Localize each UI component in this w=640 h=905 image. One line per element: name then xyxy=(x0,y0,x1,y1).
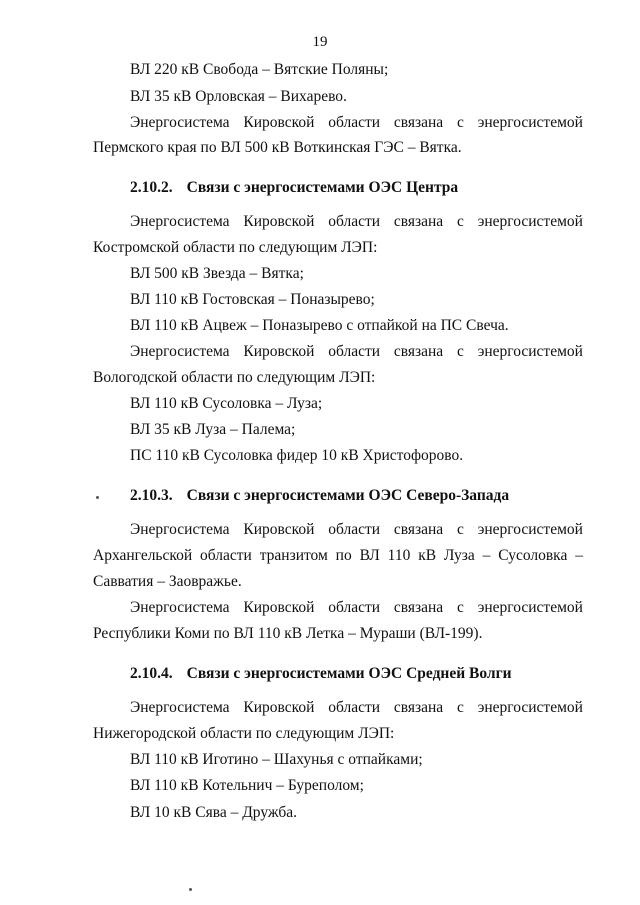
text-line: Пермского края по ВЛ 500 кВ Воткинская ГЭС – Вятка. xyxy=(93,139,462,156)
word: кВ xyxy=(418,547,437,564)
word: области xyxy=(328,699,381,716)
word: области xyxy=(328,521,381,538)
word: Кировской xyxy=(243,213,315,230)
word: связана xyxy=(393,343,444,360)
word: области xyxy=(200,547,252,564)
word: энергосистемой xyxy=(477,599,583,616)
word: Энергосистема xyxy=(130,521,230,538)
section-title: Связи с энергосистемами ОЭС Средней Волги xyxy=(186,665,512,682)
word: ВЛ xyxy=(359,547,380,564)
section-number: 2.10.4. xyxy=(130,665,173,682)
word: 110 xyxy=(387,547,411,564)
text-line: ВЛ 110 кВ Сусоловка – Луза; xyxy=(130,395,323,412)
word: с xyxy=(456,521,464,538)
justified-line xyxy=(130,212,583,232)
justified-line xyxy=(130,520,583,540)
section-number: 2.10.3. xyxy=(130,487,173,504)
text-line: Савватия – Заовражье. xyxy=(93,573,242,590)
word: связана xyxy=(393,699,444,716)
word: связана xyxy=(393,521,444,538)
word: с xyxy=(456,599,464,616)
word: Кировской xyxy=(243,114,315,131)
text-line: ВЛ 10 кВ Сява – Дружба. xyxy=(130,804,298,821)
word: Кировской xyxy=(243,521,315,538)
text-line: ВЛ 35 кВ Орловская – Вихарево. xyxy=(130,88,347,105)
justified-line xyxy=(130,598,583,618)
justified-line xyxy=(130,113,583,133)
word: Архангельской xyxy=(93,547,193,564)
word: Энергосистема xyxy=(130,343,230,360)
word: Энергосистема xyxy=(130,699,230,716)
page-number: 19 xyxy=(312,34,328,50)
text-line: Вологодской области по следующим ЛЭП: xyxy=(93,369,376,386)
section-heading xyxy=(130,664,512,684)
word: связана xyxy=(393,213,444,230)
text-line: Республики Коми по ВЛ 110 кВ Летка – Мураши (ВЛ-199). xyxy=(93,625,483,642)
scan-speck xyxy=(96,496,99,499)
scan-speck xyxy=(189,888,192,891)
word: Энергосистема xyxy=(130,599,230,616)
justified-line xyxy=(130,342,583,362)
word: энергосистемой xyxy=(477,114,583,131)
text-line: Костромской области по следующим ЛЭП: xyxy=(93,239,378,256)
section-number: 2.10.2. xyxy=(130,179,173,196)
section-title: Связи с энергосистемами ОЭС Северо-Запада xyxy=(186,487,510,504)
word: области xyxy=(328,343,381,360)
word: энергосистемой xyxy=(477,343,583,360)
word: по xyxy=(335,547,352,564)
word: с xyxy=(456,343,464,360)
word: Кировской xyxy=(243,343,315,360)
word: энергосистемой xyxy=(477,213,583,230)
text-line: ПС 110 кВ Сусоловка фидер 10 кВ Христофорово. xyxy=(130,447,464,464)
word: Кировской xyxy=(243,599,315,616)
text-line: ВЛ 220 кВ Свобода – Вятские Поляны; xyxy=(130,61,389,78)
text-line: ВЛ 110 кВ Котельнич – Буреполом; xyxy=(130,777,364,794)
text-line: ВЛ 110 кВ Гостовская – Поназырево; xyxy=(130,291,375,308)
section-heading xyxy=(130,178,458,198)
justified-line xyxy=(93,546,583,566)
word: энергосистемой xyxy=(477,699,583,716)
word: области xyxy=(328,114,381,131)
text-line: ВЛ 110 кВ Ацвеж – Поназырево с отпайкой на ПС Свеча. xyxy=(130,317,509,334)
word: Кировской xyxy=(243,699,315,716)
word: – xyxy=(575,547,583,564)
word: транзитом xyxy=(259,547,328,564)
section-heading xyxy=(130,486,509,506)
word: – xyxy=(482,547,491,564)
word: с xyxy=(456,213,464,230)
word: связана xyxy=(393,114,444,131)
text-line: Нижегородской области по следующим ЛЭП: xyxy=(93,725,395,742)
justified-line xyxy=(130,698,583,718)
word: области xyxy=(328,599,381,616)
text-line: ВЛ 35 кВ Луза – Палема; xyxy=(130,421,296,438)
text-line: ВЛ 500 кВ Звезда – Вятка; xyxy=(130,265,304,282)
word: с xyxy=(456,114,464,131)
word: Сусоловка xyxy=(498,547,568,564)
word: Луза xyxy=(443,547,475,564)
text-line: ВЛ 110 кВ Иготино – Шахунья с отпайками; xyxy=(130,751,423,768)
word: области xyxy=(328,213,381,230)
word: Энергосистема xyxy=(130,213,230,230)
word: связана xyxy=(393,599,444,616)
word: Энергосистема xyxy=(130,114,230,131)
word: энергосистемой xyxy=(477,521,583,538)
section-title: Связи с энергосистемами ОЭС Центра xyxy=(186,179,459,196)
word: с xyxy=(456,699,464,716)
